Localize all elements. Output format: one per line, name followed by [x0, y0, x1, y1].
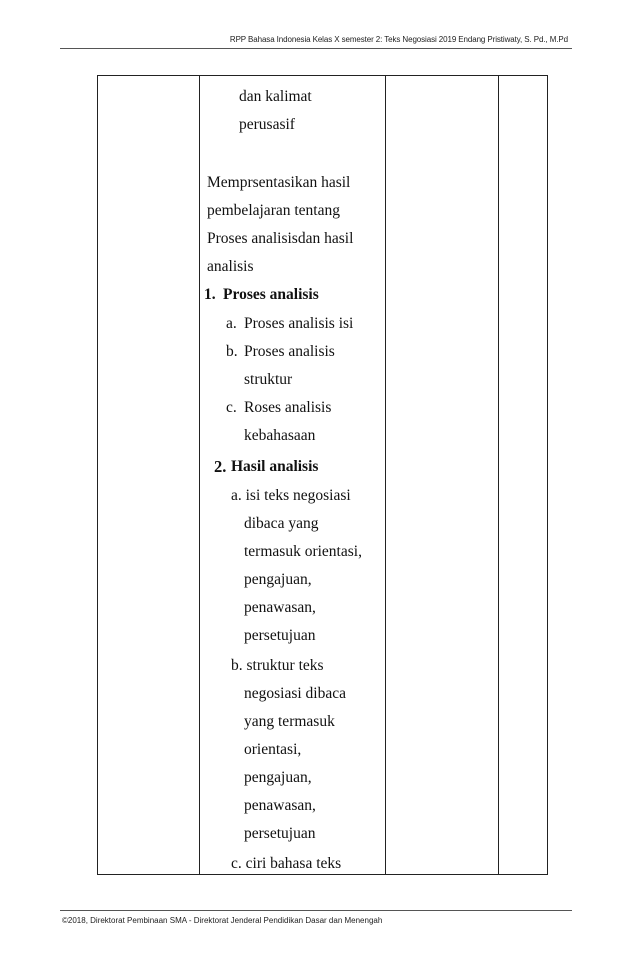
list-item: orientasi, — [244, 741, 302, 758]
list-item: yang termasuk — [244, 713, 335, 730]
column-divider-2 — [385, 76, 386, 874]
list-item: kebahasaan — [244, 427, 316, 444]
list-item: penawasan, — [244, 599, 316, 616]
list-item: persetujuan — [244, 825, 316, 842]
list-item: Roses analisis — [244, 399, 332, 416]
footer-divider — [60, 910, 572, 911]
column-divider-1 — [199, 76, 200, 874]
list-marker: b. — [226, 343, 238, 360]
list-item: Proses analisis — [244, 343, 335, 360]
text-line: Memprsentasikan hasil — [207, 174, 351, 191]
list-item: persetujuan — [244, 627, 316, 644]
list-marker: c. — [226, 399, 237, 416]
text-line: perusasif — [239, 116, 295, 133]
list-item: dibaca yang — [244, 515, 319, 532]
list-marker: a. — [226, 315, 237, 332]
text-line: pembelajaran tentang — [207, 202, 340, 219]
list-item: Proses analisis isi — [244, 315, 354, 332]
text-line: dan kalimat — [239, 88, 312, 105]
lesson-table — [97, 75, 548, 875]
header-text: RPP Bahasa Indonesia Kelas X semester 2: Teks Negosiasi 2019 Endang Pristiwaty, S. Pd., M.Pd — [229, 35, 568, 44]
page-header — [60, 28, 572, 49]
section-heading: Proses analisis — [223, 286, 319, 303]
list-item: b. struktur teks — [231, 657, 324, 674]
list-item: pengajuan, — [244, 769, 312, 786]
list-item: struktur — [244, 371, 293, 388]
list-item: termasuk orientasi, — [244, 543, 362, 560]
list-item: a. isi teks negosiasi — [231, 487, 351, 504]
text-line: Proses analisisdan hasil — [207, 230, 354, 247]
section-heading: Hasil analisis — [231, 458, 319, 475]
list-item: pengajuan, — [244, 571, 312, 588]
list-item: negosiasi dibaca — [244, 685, 347, 702]
list-item: penawasan, — [244, 797, 316, 814]
footer-text: ©2018, Direktorat Pembinaan SMA - Direktorat Jenderal Pendidikan Dasar dan Menengah — [62, 916, 383, 925]
text-line: analisis — [207, 258, 254, 275]
list-number: 2. — [214, 457, 227, 476]
list-item: c. ciri bahasa teks — [231, 855, 342, 872]
list-number: 1. — [204, 286, 216, 303]
column-divider-3 — [498, 76, 499, 874]
